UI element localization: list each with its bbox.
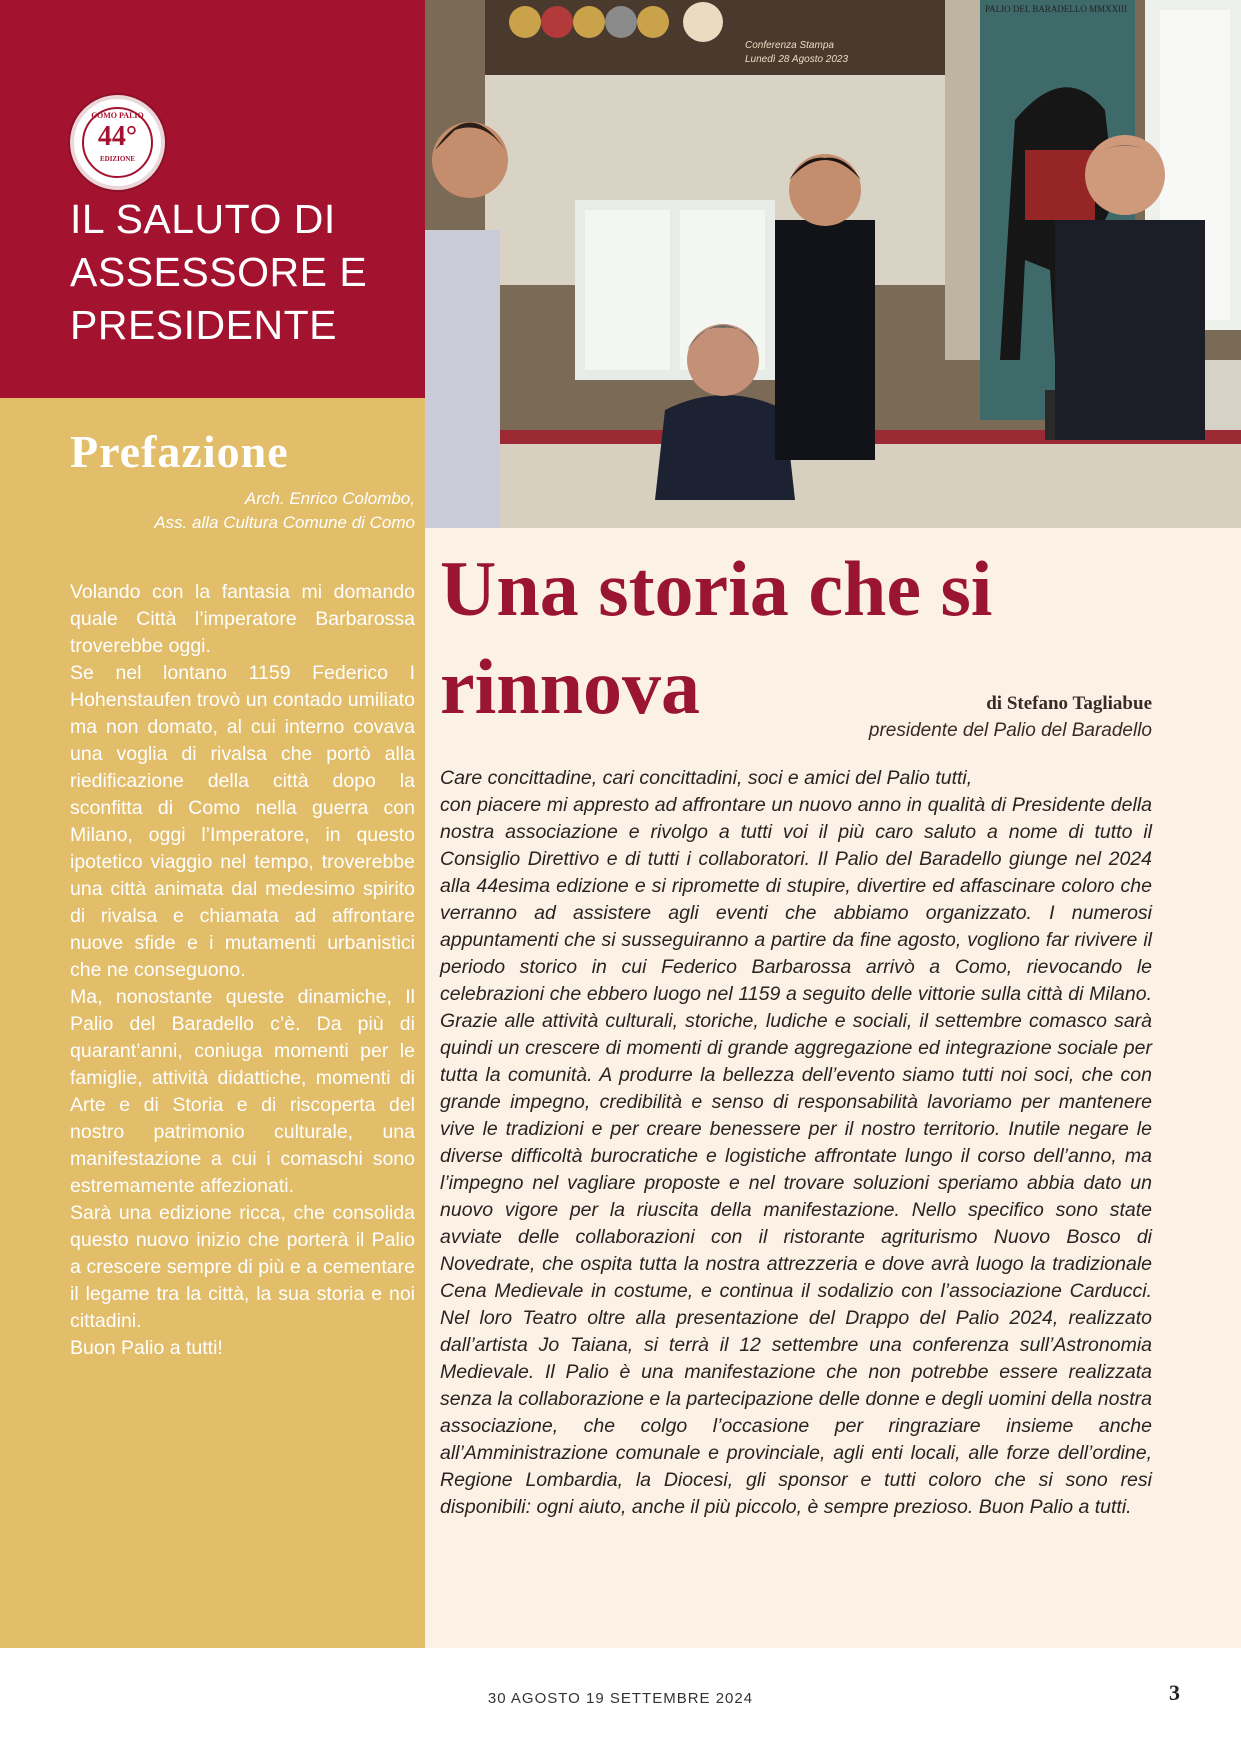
article-paragraph: con piacere mi appresto ad affrontare un nuovo anno in qualità di Presidente della nostra associazione e rivolgo a tutti voi il più caro saluto a nome di tutto il Consiglio Direttivo e di tutti i collaboratori. Il Palio del Baradello giunge nel 2024 alla 44esima edizione e si ripromette di stupire, divertire ed affascinare coloro che verranno ad assistere agli eventi che abbiamo organizzato. I numerosi appuntamenti che si susseguiranno a partire da fine agosto, vogliono far rivivere il periodo storico in cui Federico Barbarossa arrivò a Como, rievocando le celebrazioni che ebbero luogo nel 1159 a seguito delle vittorie sulla città di Milano. Grazie alle attività culturali, storiche, ludiche e sociali, il settembre comasco sarà quindi un crescere di momenti di grande aggregazione ed integrazione sociale per tutta la comunità. A produrre la bellezza dell’evento siamo tutti noi soci, che con grande impegno, credibilità e senso di responsabilità lavoriamo per mantenere vive le tradizioni e per creare benessere per il nostro territorio. Inutile negare le diverse difficoltà burocratiche e logistiche affrontate lungo il corso dell’anno, ma l’impegno nel vagliare proposte e nel trovare soluzioni speriamo abbia dato un nuovo vigore per la riuscita della manifestazione. Nello specifico sono state avviate delle collaborazioni con il ristorante agriturismo Nuovo Bosco di Novedrate, che ospita tutta la nostra attrezzeria e dove avrà luogo la tradizionale Cena Medievale in costume, e continua il sodalizio con l’associazione Carducci. Nel loro Teatro oltre alla presentazione del Drappo del Palio 2024, realizzato dall’artista Jo Taiana, si terrà il 12 settembre una conferenza sull’Astronomia Medievale. Il Palio è una manifestazione che non potrebbe essere realizzata senza la collaborazione e la partecipazione delle donne e degli uomini della nostra associazione, che colgo l’occasione per ringraziare insieme anche all’Amministrazione comunale e provinciale, agli enti locali, alle forze dell’ordine, Regione Lombardia, la Diocesi, gli sponsor e tutti coloro che si sono resi disponibili: ogni aiuto, anche il più piccolo, è sempre prezioso. Buon Palio a tutti. <box>440 794 1152 1518</box>
preface-paragraph: Se nel lontano 1159 Federico I Hohenstaufen trovò un contado umiliato ma non domato, al cui interno covava una voglia di rivalsa che portò alla riedificazione della città dopo la sconfitta di Como nella guerra con Milano, oggi l’Imperatore, in questo ipotetico viaggio nel tempo, troverebbe una città animata dal medesimo spirito di rivalsa e chiamata ad affrontare nuove sfide e i mutamenti urbanistici che ne conseguono. <box>70 662 415 981</box>
preface-heading: Prefazione <box>70 426 289 477</box>
preface-author-name: Arch. Enrico Colombo, <box>244 489 415 508</box>
palio-logo <box>70 95 165 190</box>
article-author-role: presidente del Palio del Baradello <box>868 720 1152 741</box>
article-salutation: Care concittadine, cari concittadini, soci e amici del Palio tutti, <box>440 767 973 789</box>
section-title: IL SALUTO DI ASSESSORE E PRESIDENTE <box>70 196 368 348</box>
preface-paragraph: Sarà una edizione ricca, che consolida questo nuovo inizio che porterà il Palio a crescere sempre di più e a cementare il legame tra la città, la sua storia e noi cittadini. <box>70 1202 415 1332</box>
preface-paragraph: Ma, nonostante queste dinamiche, Il Palio del Baradello c’è. Da più di quarant’anni, coniuga momenti per le famiglie, attività didattiche, momenti di Arte e di Storia e di riscoperta del nostro patrimonio culturale, una manifestazione a cui i comaschi sono estremamente affezionati. <box>70 986 415 1197</box>
logo-bottom-text: EDIZIONE <box>99 155 135 163</box>
footer-dates: 30 AGOSTO 19 SETTEMBRE 2024 <box>487 1690 754 1707</box>
article-byline: di Stefano Tagliabue <box>986 693 1152 714</box>
slide-line-1: Conferenza Stampa <box>745 40 834 51</box>
slide-line-2: Lunedì 28 Agosto 2023 <box>745 54 849 65</box>
preface-author <box>70 487 415 535</box>
preface-author-role: Ass. alla Cultura Comune di Como <box>154 513 415 532</box>
preface-paragraph: Volando con la fantasia mi domando quale Città l’imperatore Barbarossa troverebbe oggi. <box>70 581 415 657</box>
press-conference-photo <box>425 0 1241 528</box>
logo-edition-number: 44° <box>97 121 138 152</box>
article-body <box>440 765 1152 1521</box>
banner-text: PALIO DEL BARADELLO MMXXIII <box>985 4 1128 14</box>
preface-paragraph: Buon Palio a tutti! <box>70 1337 223 1359</box>
article-title: Una storia che si rinnova <box>440 545 993 730</box>
logo-top-text: COMO PALIO <box>91 111 144 120</box>
preface-body <box>70 579 415 1362</box>
page-number: 3 <box>1169 1680 1180 1705</box>
